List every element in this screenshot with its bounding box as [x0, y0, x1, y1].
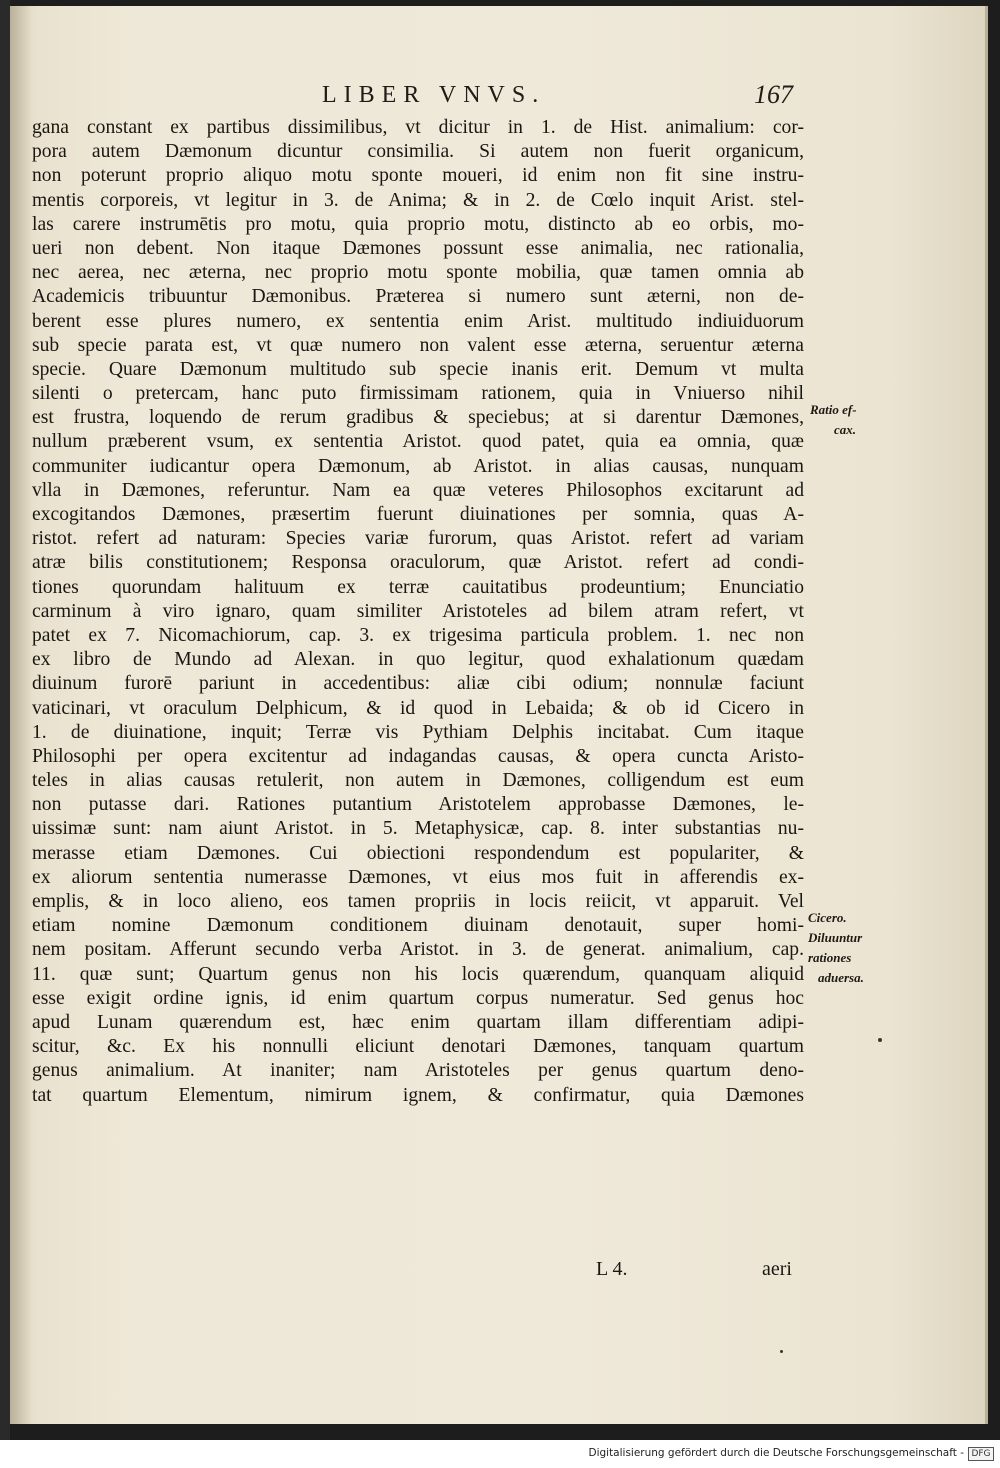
- text-line: berent esse plures numero, ex sententia enim Arist. multitudo indiuiduorum: [32, 310, 804, 332]
- text-line: apud Lunam quærendum est, hæc enim quartam illam differentiam adipi-: [32, 1011, 804, 1033]
- text-line: 1. de diuinatione, inquit; Terræ vis Pythiam Delphis incitabat. Cum itaque: [32, 721, 804, 743]
- scan-edge: [0, 0, 10, 1440]
- text-line: excogitandos Dæmones, præsertim fuerunt diuinationes per somnia, quas A-: [32, 504, 804, 525]
- text-line: silenti o pretercam, hanc puto firmissimam rationem, quia in Vniuerso nihil: [32, 383, 804, 405]
- page-number: 167: [754, 80, 793, 109]
- page-footer: [10, 1258, 985, 1288]
- text-line: non putasse dari. Rationes putantium Aristotelem approbasse Dæmones, le-: [32, 794, 804, 816]
- text-line: mentis corporeis, vt legitur in 3. de Anima; & in 2. de Cœlo inquit Arist. stel-: [32, 189, 804, 211]
- text-line: vlla in Dæmones, referuntur. Nam ea quæ veteres Philosophos excitarunt ad: [32, 479, 804, 501]
- text-line: nullum præberent vsum, ex sententia Aristot. quod patet, quia ea omnia, quæ: [32, 431, 804, 453]
- text-line: ex libro de Mundo ad Alexan. in quo legitur, quod exhalationum quædam: [32, 649, 804, 671]
- text-line: ristot. refert ad naturam: Species variæ furorum, quas Aristot. refert ad variam: [32, 528, 804, 550]
- dfg-credit-bar: [0, 1440, 1000, 1468]
- text-line: pora autem Dæmonum dicuntur consimilia. Si autem non fuerit organicum,: [32, 141, 804, 163]
- ink-speck: [780, 1350, 783, 1353]
- marginal-note-line: rationes: [808, 950, 852, 965]
- text-line: est frustra, loquendo de rerum gradibus & speciebus; at si darentur Dæmones,: [32, 407, 804, 429]
- text-line: las carere instrumētis pro motu, quia proprio motu, distincto ab eo orbis, mo-: [32, 213, 804, 235]
- text-line: communiter iudicantur opera Dæmonum, ab Aristot. in alias causas, nunquam: [32, 455, 804, 477]
- body-text: [32, 116, 804, 1108]
- text-line: diuinum furorē pariunt in accedentibus: aliæ cibi odium; nonnulæ faciunt: [32, 673, 804, 695]
- book-page: [10, 6, 988, 1424]
- dfg-credit-text: Digitalisierung gefördert durch die Deutsche Forschungsgemeinschaft -: [588, 1447, 964, 1459]
- text-line: vaticinari, vt oraculum Delphicum, & id quod in Lebaida; & ob id Cicero in: [32, 697, 804, 719]
- text-line: carminum à viro ignaro, quam similiter Aristoteles ad bilem atram refert, vt: [32, 600, 804, 622]
- text-line: nec aerea, nec æterna, nec proprio motu sponte mobilia, quæ tamen omnia ab: [32, 262, 804, 284]
- text-line: scitur, &c. Ex his nonnulli eliciunt denotari Dæmones, tanquam quartum: [32, 1036, 804, 1058]
- catchword: aeri: [762, 1258, 792, 1280]
- dfg-logo[interactable]: DFG: [968, 1447, 994, 1461]
- text-line: teles in alias causas retulerit, non autem in Dæmones, colligendum est eum: [32, 770, 804, 792]
- running-head: [10, 82, 985, 114]
- text-line: atræ bilis constitutionem; Responsa oraculorum, quæ Aristot. refert ad condi-: [32, 552, 804, 574]
- text-line: nem positam. Afferunt secundo verba Aristot. in 3. de generat. animalium, cap.: [32, 939, 804, 961]
- marginal-note-line: Ratio ef-: [810, 402, 857, 417]
- marginal-note-line: Cicero.: [808, 910, 847, 925]
- text-line: genus animalium. At inaniter; nam Aristoteles per genus quartum deno-: [32, 1060, 804, 1082]
- text-line: gana constant ex partibus dissimilibus, vt dicitur in 1. de Hist. animalium: cor-: [32, 117, 804, 138]
- text-line: esse exigit ordine ignis, id enim quartum corpus numeratur. Sed genus hoc: [32, 987, 804, 1009]
- text-line: tiones quorundam halituum ex terræ cauitatibus prodeuntium; Enunciatio: [32, 576, 804, 598]
- running-head-title: LIBER VNVS.: [322, 82, 546, 108]
- text-line: Academicis tribuuntur Dæmonibus. Præterea si numero sunt æterni, non de-: [32, 286, 804, 308]
- marginal-note-line: aduersa.: [818, 970, 864, 985]
- text-line: 11. quæ sunt; Quartum genus non his locis quærendum, quanquam aliquid: [32, 963, 804, 985]
- text-line: ex aliorum sententia numerasse Dæmones, vt eius mos fuit in afferendis ex-: [32, 866, 804, 888]
- text-line: specie. Quare Dæmonum multitudo sub specie inanis erit. Demum vt multa: [32, 358, 804, 380]
- marginal-note-ratio: [810, 400, 890, 440]
- text-line: etiam nomine Dæmonum conditionem diuinam denotauit, super homi-: [32, 915, 804, 937]
- text-line: non poterunt proprio aliquo motu sponte moueri, id enim non fit sine instru-: [32, 165, 804, 187]
- ink-speck: [878, 1038, 882, 1042]
- marginal-note-cicero: [808, 908, 908, 988]
- text-line: ueri non debent. Non itaque Dæmones possunt esse animalia, nec rationalia,: [32, 237, 804, 259]
- text-line: merasse etiam Dæmones. Cui obiectioni respondendum est populariter, &: [32, 842, 804, 864]
- text-line: tat quartum Elementum, nimirum ignem, & confirmatur, quia Dæmones: [32, 1084, 804, 1106]
- text-line: patet ex 7. Nicomachiorum, cap. 3. ex trigesima particula problem. 1. nec non: [32, 624, 804, 646]
- text-line: emplis, & in loco alieno, eos tamen propriis in locis reiicit, vt apparuit. Vel: [32, 891, 804, 912]
- text-line: sub specie parata est, vt quæ numero non valent esse æterna, seruentur æterna: [32, 334, 804, 356]
- signature-mark: L 4.: [596, 1258, 628, 1280]
- marginal-note-line: Diluuntur: [808, 930, 863, 945]
- marginal-note-line: cax.: [834, 422, 857, 437]
- text-line: Philosophi per opera excitentur ad indagandas causas, & opera cuncta Aristo-: [32, 745, 804, 767]
- page-gutter-shadow: [10, 6, 32, 1424]
- text-line: uissimæ sunt: nam aiunt Aristot. in 5. Metaphysicæ, cap. 8. inter substantias nu-: [32, 818, 804, 840]
